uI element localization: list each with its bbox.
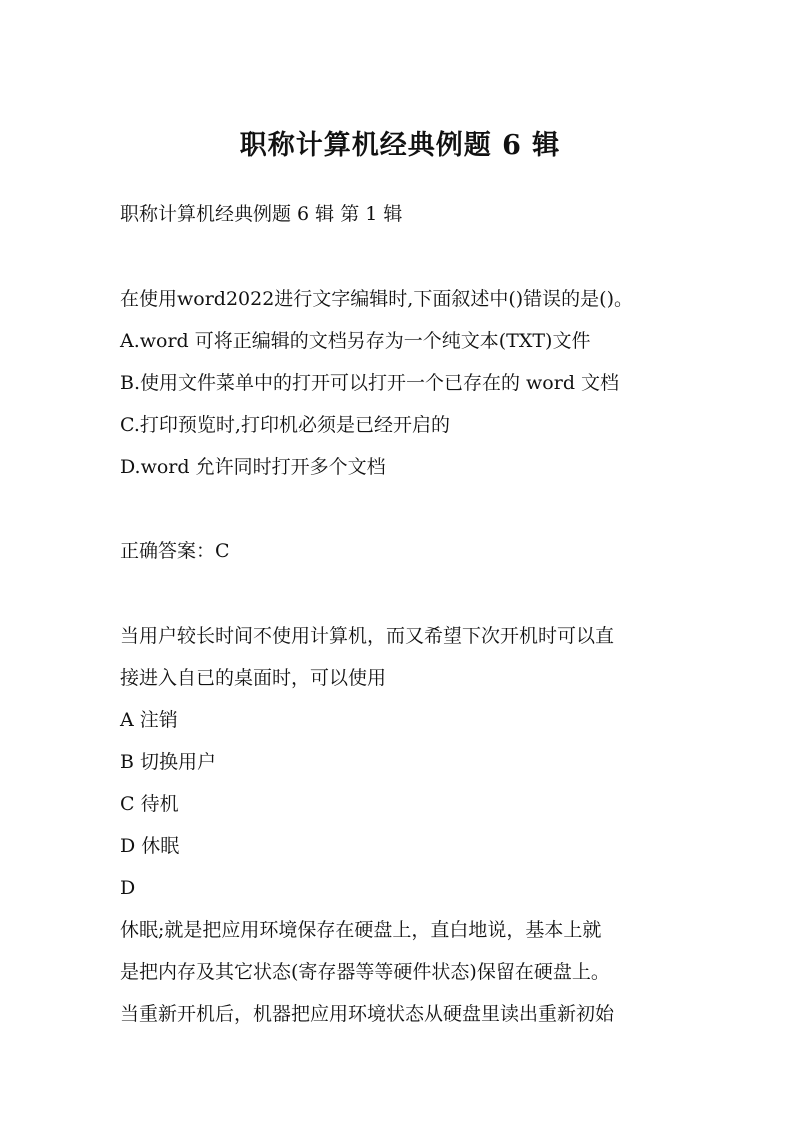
question-1-option-d: D.word 允许同时打开多个文档 (120, 456, 386, 478)
question-2-explanation-line-3: 当重新开机后，机器把应用环境状态从硬盘里读出重新初始 (120, 1003, 615, 1025)
question-2-explanation-line-2: 是把内存及其它状态(寄存器等等硬件状态)保留在硬盘上。 (120, 961, 610, 983)
question-2-option-a: A 注销 (120, 709, 178, 731)
question-2-option-d: D 休眠 (120, 835, 180, 857)
question-1-option-c: C.打印预览时,打印机必须是已经开启的 (120, 414, 450, 436)
question-1-option-a: A.word 可将正编辑的文档另存为一个纯文本(TXT)文件 (120, 330, 591, 352)
question-1-answer: 正确答案：C (120, 540, 230, 562)
document-subtitle: 职称计算机经典例题 6 辑 第 1 辑 (120, 203, 403, 225)
question-2-option-b: B 切换用户 (120, 751, 217, 773)
question-2-explanation-line-1: 休眠;就是把应用环境保存在硬盘上，直白地说，基本上就 (120, 919, 602, 941)
document-title: 职称计算机经典例题 6 辑 (239, 130, 561, 161)
question-1-option-b: B.使用文件菜单中的打开可以打开一个已存在的 word 文档 (120, 372, 620, 394)
question-2-option-c: C 待机 (120, 793, 179, 815)
question-2-answer: D (120, 877, 136, 899)
question-2-stem-line-1: 当用户较长时间不使用计算机，而又希望下次开机时可以直 (120, 625, 615, 647)
question-1-stem: 在使用word2022进行文字编辑时,下面叙述中()错误的是()。 (120, 288, 633, 310)
question-2-stem-line-2: 接进入自已的桌面时，可以使用 (120, 667, 387, 689)
